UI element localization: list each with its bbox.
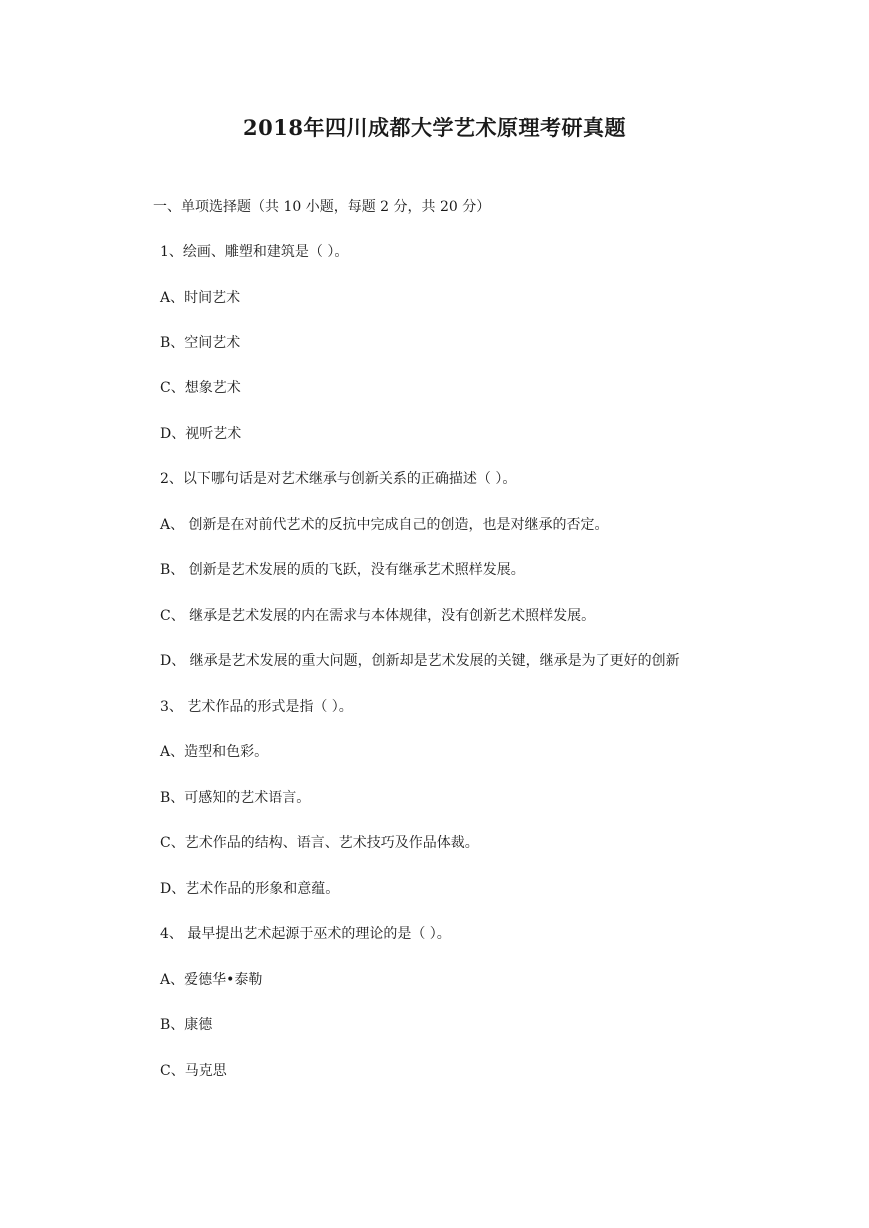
question-option: C、想象艺术: [160, 380, 241, 396]
question-option: A、造型和色彩。: [160, 744, 269, 760]
question-option: D、 继承是艺术发展的重大问题，创新却是艺术发展的关键，继承是为了更好的创新: [160, 653, 680, 669]
question-stem: 4、 最早提出艺术起源于巫术的理论的是（ ）。: [160, 926, 451, 942]
question-option: C、艺术作品的结构、语言、艺术技巧及作品体裁。: [160, 835, 479, 851]
section-heading: 一、单项选择题（共 10 小题，每题 2 分，共 20 分）: [153, 199, 491, 215]
question-stem: 2、以下哪句话是对艺术继承与创新关系的正确描述（ ）。: [160, 471, 517, 487]
question-option: C、 继承是艺术发展的内在需求与本体规律，没有创新艺术照样发展。: [160, 608, 596, 624]
question-option: B、可感知的艺术语言。: [160, 790, 311, 806]
question-stem: 1、绘画、雕塑和建筑是（ ）。: [160, 244, 349, 260]
question-option: B、空间艺术: [160, 335, 241, 351]
question-option: D、艺术作品的形象和意蕴。: [160, 881, 340, 897]
question-option: A、时间艺术: [160, 290, 241, 306]
question-option: A、 创新是在对前代艺术的反抗中完成自己的创造，也是对继承的否定。: [160, 517, 609, 533]
question-option: B、 创新是艺术发展的质的飞跃，没有继承艺术照样发展。: [160, 562, 525, 578]
question-option: B、康德: [160, 1017, 213, 1033]
question-option: C、马克思: [160, 1063, 227, 1079]
question-option: A、爱德华•泰勒: [160, 972, 263, 988]
question-option: D、视听艺术: [160, 426, 242, 442]
question-stem: 3、 艺术作品的形式是指（ ）。: [160, 699, 353, 715]
page-title: 2018年四川成都大学艺术原理考研真题: [243, 115, 626, 140]
